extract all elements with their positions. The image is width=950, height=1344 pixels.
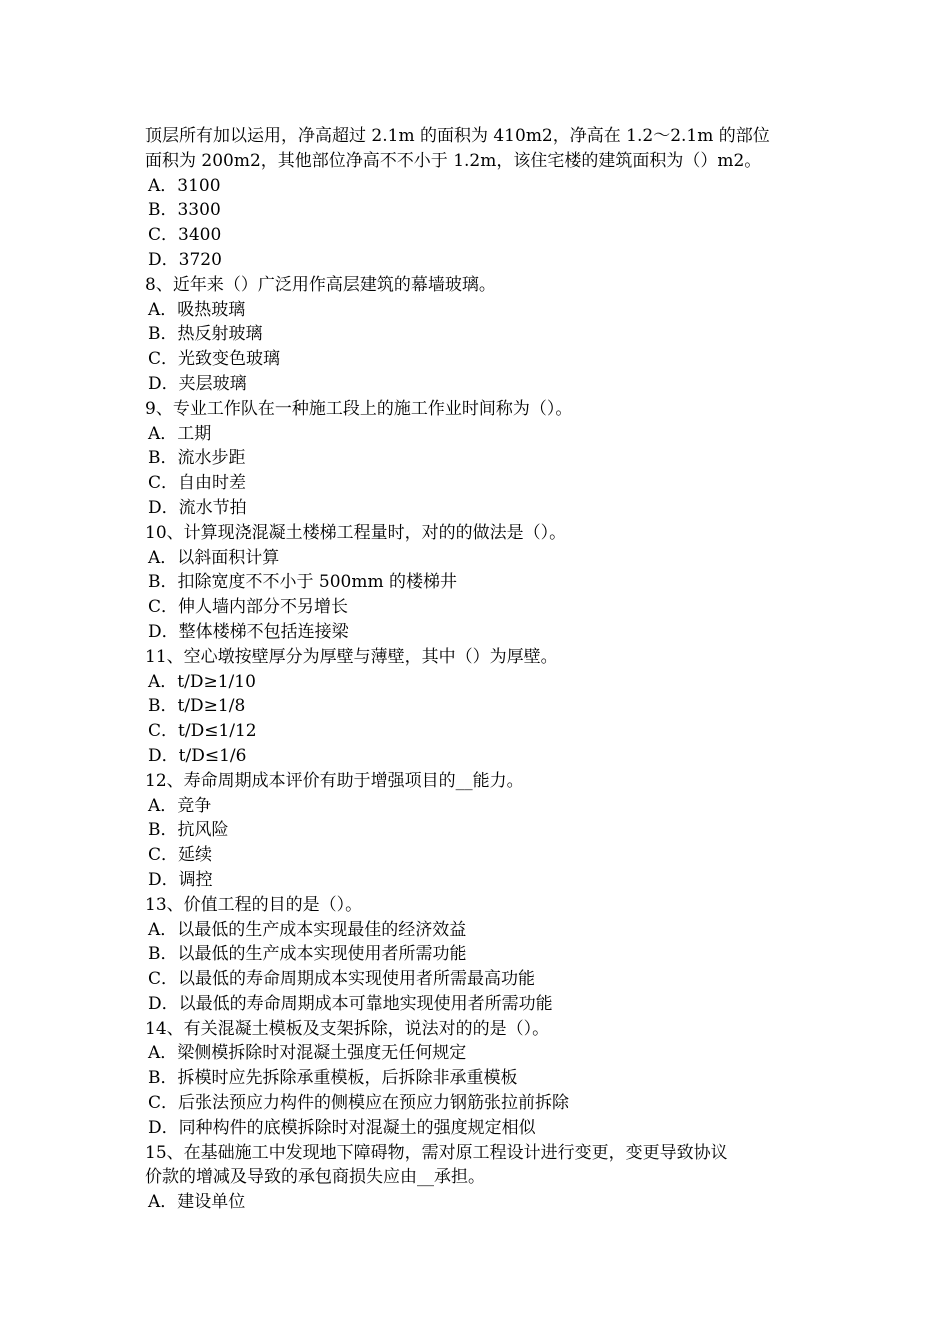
question-14-stem: 14、有关混凝土模板及支架拆除，说法对的的是（）。 — [145, 1018, 550, 1039]
question-11-option-a: A．t/D≥1/10 — [148, 671, 256, 692]
question-11-option-c: C．t/D≤1/12 — [148, 721, 257, 742]
question-9-option-b: B．流水步距 — [148, 448, 246, 469]
question-9-option-d: D．流水节拍 — [148, 497, 247, 518]
question-8-stem: 8、近年来（）广泛用作高层建筑的幕墙玻璃。 — [145, 274, 496, 295]
question-8-option-d: D．夹层玻璃 — [148, 373, 247, 394]
question-10-stem: 10、计算现浇混凝土楼梯工程量时，对的的做法是（）。 — [145, 522, 567, 543]
question-13-option-a: A．以最低的生产成本实现最佳的经济效益 — [148, 919, 467, 940]
question-14-option-a: A．梁侧模拆除时对混凝土强度无任何规定 — [148, 1043, 467, 1064]
question-7-stem-line-2: 面积为 200m2，其他部位净高不不小于 1.2m，该住宅楼的建筑面积为（）m2。 — [145, 150, 762, 171]
question-10-option-c: C．伸人墙内部分不另增长 — [148, 597, 349, 618]
question-13-option-d: D．以最低的寿命周期成本可靠地实现使用者所需功能 — [148, 993, 553, 1014]
question-8-option-c: C．光致变色玻璃 — [148, 349, 281, 370]
question-15-stem-line-2: 价款的增减及导致的承包商损失应由__承担。 — [145, 1167, 485, 1188]
question-12-option-b: B．抗风险 — [148, 820, 229, 841]
question-15-stem-line-1: 15、在基础施工中发现地下障碍物，需对原工程设计进行变更，变更导致协议 — [145, 1142, 728, 1163]
question-7-option-b: B．3300 — [148, 200, 221, 221]
question-13-stem: 13、价值工程的目的是（）。 — [145, 894, 363, 915]
question-10-option-b: B．扣除宽度不不小于 500mm 的楼梯井 — [148, 572, 457, 593]
question-11-option-b: B．t/D≥1/8 — [148, 696, 246, 717]
question-9-stem: 9、专业工作队在一种施工段上的施工作业时间称为（）。 — [145, 398, 573, 419]
question-14-option-b: B．拆模时应先拆除承重模板，后拆除非承重模板 — [148, 1068, 518, 1089]
question-14-option-d: D．同种构件的底模拆除时对混凝土的强度规定相似 — [148, 1117, 536, 1138]
question-7-option-c: C．3400 — [148, 225, 222, 246]
question-9-option-a: A．工期 — [148, 423, 212, 444]
document-page — [145, 124, 810, 1215]
question-15-option-a: A．建设单位 — [148, 1192, 246, 1213]
question-11-option-d: D．t/D≤1/6 — [148, 745, 247, 766]
question-13-option-c: C．以最低的寿命周期成本实现使用者所需最高功能 — [148, 969, 536, 990]
question-12-stem: 12、寿命周期成本评价有助于增强项目的__能力。 — [145, 770, 524, 791]
question-10-option-d: D．整体楼梯不包括连接梁 — [148, 621, 349, 642]
question-8-option-b: B．热反射玻璃 — [148, 324, 263, 345]
question-12-option-d: D．调控 — [148, 869, 213, 890]
question-10-option-a: A．以斜面积计算 — [148, 547, 280, 568]
question-13-option-b: B．以最低的生产成本实现使用者所需功能 — [148, 944, 467, 965]
question-12-option-c: C．延续 — [148, 845, 213, 866]
question-11-stem: 11、空心墩按壁厚分为厚壁与薄壁，其中（）为厚壁。 — [145, 646, 558, 667]
question-9-option-c: C．自由时差 — [148, 473, 247, 494]
question-7-option-d: D．3720 — [148, 249, 222, 270]
question-7-option-a: A．3100 — [148, 175, 221, 196]
question-14-option-c: C．后张法预应力构件的侧模应在预应力钢筋张拉前拆除 — [148, 1093, 570, 1114]
question-8-option-a: A．吸热玻璃 — [148, 299, 246, 320]
question-7-stem-line-1: 顶层所有加以运用，净高超过 2.1m 的面积为 410m2，净高在 1.2～2.1m 的部位 — [145, 126, 770, 146]
question-12-option-a: A．竞争 — [148, 795, 212, 816]
